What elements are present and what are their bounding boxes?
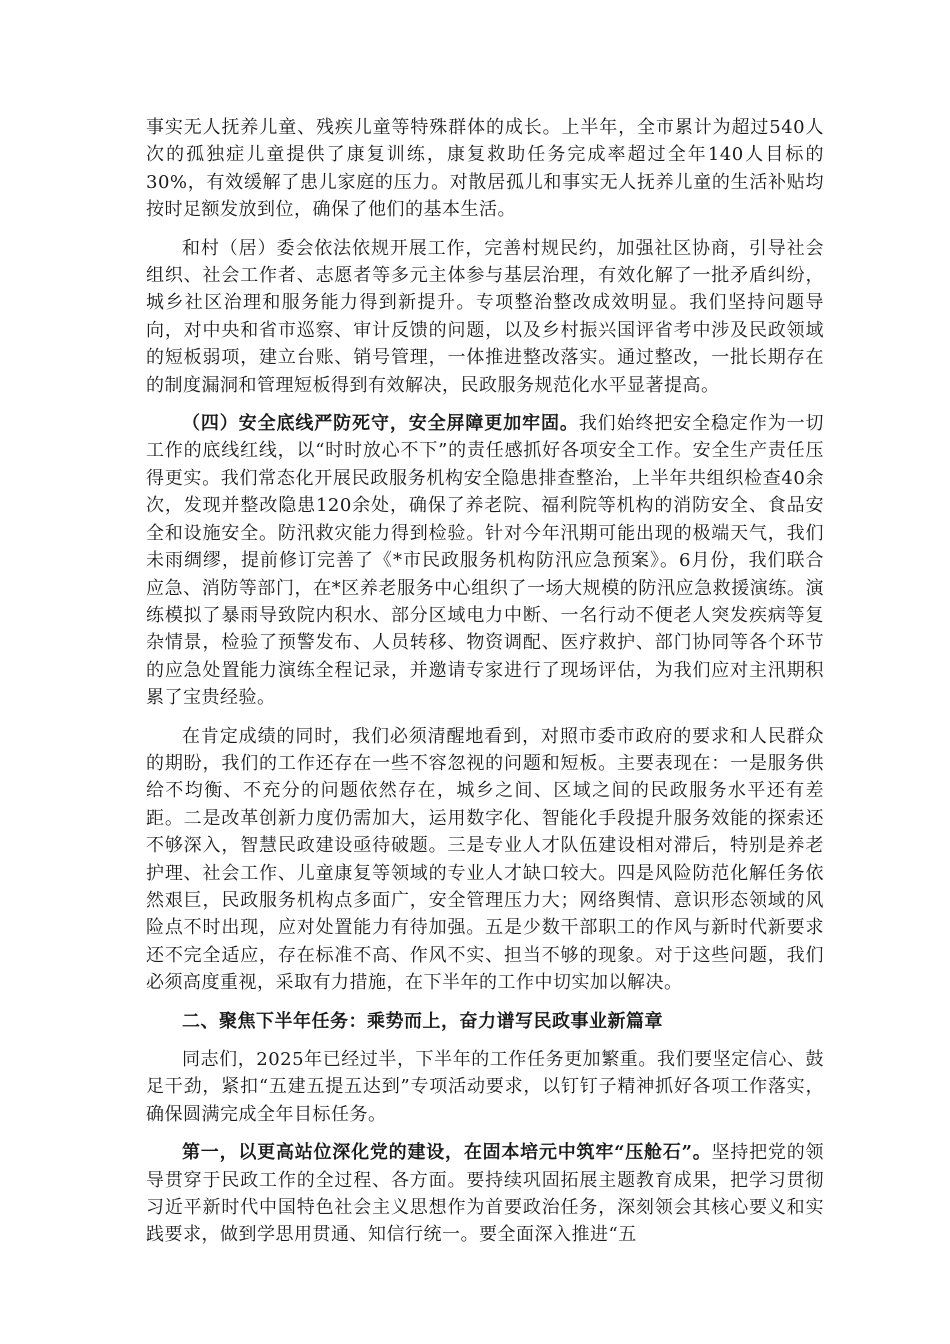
section-2-heading: 二、聚焦下半年任务：乘势而上，奋力谱写民政事业新篇章 bbox=[182, 1010, 663, 1032]
paragraph-6-body: 坚持把党的领导贯穿于民政工作的全过程、各方面。要持续巩固拓展主题教育成果，把学习贯彻习近平新时代中国特色社会主义思想作为首要政治任务，深刻领会其核心要义和实践要求，做到学思用贯通、知信行统一。要全面深入推进“五 bbox=[146, 1142, 824, 1246]
paragraph-5: 同志们，2025年已经过半，下半年的工作任务更加繁重。我们要坚定信心、鼓足干劲，紧扣“五建五提五达到”专项活动要求，以钉钉子精神抓好各项工作落实，确保圆满完成全年目标任务。 bbox=[146, 1049, 824, 1125]
paragraph-2: 和村（居）委会依法依规开展工作，完善村规民约，加强社区协商，引导社会组织、社会工作者、志愿者等多元主体参与基层治理，有效化解了一批矛盾纠纷，城乡社区治理和服务能力得到新提升。专项整治整改成效明显。我们坚持问题导向，对中央和省市巡察、审计反馈的问题，以及乡村振兴国评省考中涉及民政领域的短板弱项，建立台账、销号管理，一体推进整改落实。通过整改，一批长期存在的制度漏洞和管理短板得到有效解决，民政服务规范化水平显著提高。 bbox=[146, 237, 824, 396]
task-1-heading: 第一，以更高站位深化党的建设，在固本培元中筑牢“压舱石”。 bbox=[182, 1142, 712, 1164]
paragraph-4: 在肯定成绩的同时，我们必须清醒地看到，对照市委市政府的要求和人民群众的期盼，我们的工作还存在一些不容忽视的问题和短板。主要表现在：一是服务供给不均衡、不充分的问题依然存在，城乡之间、区域之间的民政服务水平还有差距。二是改革创新力度仍需加大，运用数字化、智能化手段提升服务效能的探索还不够深入，智慧民政建设亟待破题。三是专业人才队伍建设相对滞后，特别是养老护理、社会工作、儿童康复等领域的专业人才缺口较大。四是风险防范化解任务依然艰巨，民政服务机构点多面广，安全管理压力大；网络舆情、意识形态领域的风险点不时出现，应对处置能力有待加强。五是少数干部职工的作风与新时代新要求还不完全适应，存在标准不高、作风不实、担当不够的现象。对于这些问题，我们必须高度重视，采取有力措施，在下半年的工作中切实加以解决。 bbox=[146, 725, 824, 994]
paragraph-1: 事实无人抚养儿童、残疾儿童等特殊群体的成长。上半年，全市累计为超过540人次的孤独症儿童提供了康复训练，康复救助任务完成率超过全年140人目标的30%，有效缓解了患儿家庭的压力。对散居孤儿和事实无人抚养儿童的生活补贴均按时足额发放到位，确保了他们的基本生活。 bbox=[146, 117, 824, 221]
paragraph-3 bbox=[146, 410, 824, 711]
paragraph-6 bbox=[146, 1139, 824, 1249]
document-page bbox=[146, 114, 824, 1260]
section-4-heading: （四）安全底线严防死守，安全屏障更加牢固。 bbox=[182, 413, 579, 435]
paragraph-3-body: 我们始终把安全稳定作为一切工作的底线红线，以“时时放心不下”的责任感抓好各项安全工作。安全生产责任压得更实。我们常态化开展民政服务机构安全隐患排查整治，上半年共组织检查40余次，发现并整改隐患120余处，确保了养老院、福利院等机构的消防安全、食品安全和设施安全。防汛救灾能力得到检验。针对今年汛期可能出现的极端天气，我们未雨绸缪，提前修订完善了《*市民政服务机构防汛应急预案》。6月份，我们联合应急、消防等部门，在*区养老服务中心组织了一场大规模的防汛应急救援演练。演练模拟了暴雨导致院内积水、部分区域电力中断、一名行动不便老人突发疾病等复杂情景，检验了预警发布、人员转移、物资调配、医疗救护、部门协同等各个环节的应急处置能力演练全程记录，并邀请专家进行了现场评估，为我们应对主汛期积累了宝贵经验。 bbox=[146, 413, 825, 709]
